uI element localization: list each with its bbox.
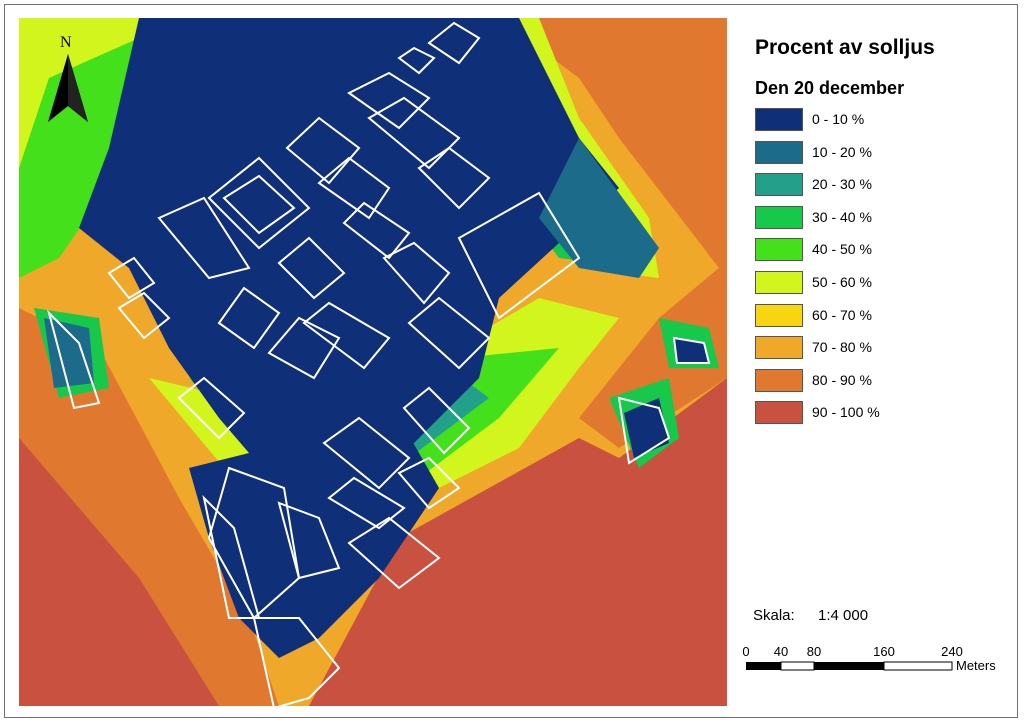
- legend-label: 10 - 20 %: [812, 143, 872, 160]
- legend-swatch: [755, 401, 803, 424]
- scale-tick-label: 80: [806, 644, 822, 659]
- legend-item: [755, 369, 880, 402]
- legend-item: [755, 304, 880, 337]
- legend: [755, 108, 880, 434]
- north-letter: N: [60, 34, 72, 51]
- scale-value: 1:4 000: [818, 607, 869, 624]
- legend-label: 80 - 90 %: [812, 371, 872, 388]
- legend-swatch: [755, 173, 803, 196]
- legend-label: 60 - 70 %: [812, 306, 872, 323]
- legend-swatch: [755, 206, 803, 229]
- scale-tick-label: 160: [873, 644, 895, 659]
- legend-label: 90 - 100 %: [812, 404, 880, 421]
- sunlight-map: [19, 18, 727, 706]
- scale-unit: Meters: [956, 658, 996, 673]
- scale-bar: [740, 642, 1010, 682]
- legend-label: 30 - 40 %: [812, 208, 872, 225]
- scale-segment: [781, 662, 814, 670]
- legend-item: [755, 401, 880, 434]
- legend-swatch: [755, 304, 803, 327]
- legend-swatch: [755, 141, 803, 164]
- legend-item: [755, 108, 880, 141]
- legend-swatch: [755, 271, 803, 294]
- legend-item: [755, 336, 880, 369]
- legend-item: [755, 173, 880, 206]
- north-arrow: [44, 34, 92, 126]
- legend-label: 50 - 60 %: [812, 273, 872, 290]
- scale-segment: [746, 662, 781, 670]
- scale-tick-label: 240: [941, 644, 963, 659]
- scale-segment: [884, 662, 952, 670]
- legend-label: 70 - 80 %: [812, 339, 872, 356]
- scale-label: Skala:: [753, 607, 795, 624]
- scale-tick-label: 0: [742, 644, 750, 659]
- north-arrow-icon: [44, 54, 92, 124]
- legend-label: 40 - 50 %: [812, 241, 872, 258]
- scale-segment: [814, 662, 884, 670]
- legend-item: [755, 271, 880, 304]
- legend-label: 20 - 30 %: [812, 176, 872, 193]
- legend-swatch: [755, 108, 803, 131]
- legend-item: [755, 206, 880, 239]
- scale-tick-label: 40: [773, 644, 789, 659]
- legend-label: 0 - 10 %: [812, 111, 865, 127]
- legend-swatch: [755, 238, 803, 261]
- map-subtitle: Den 20 december: [755, 78, 905, 98]
- legend-item: [755, 238, 880, 271]
- legend-swatch: [755, 369, 803, 392]
- legend-swatch: [755, 336, 803, 359]
- map-title: Procent av solljus: [755, 36, 935, 59]
- legend-item: [755, 141, 880, 174]
